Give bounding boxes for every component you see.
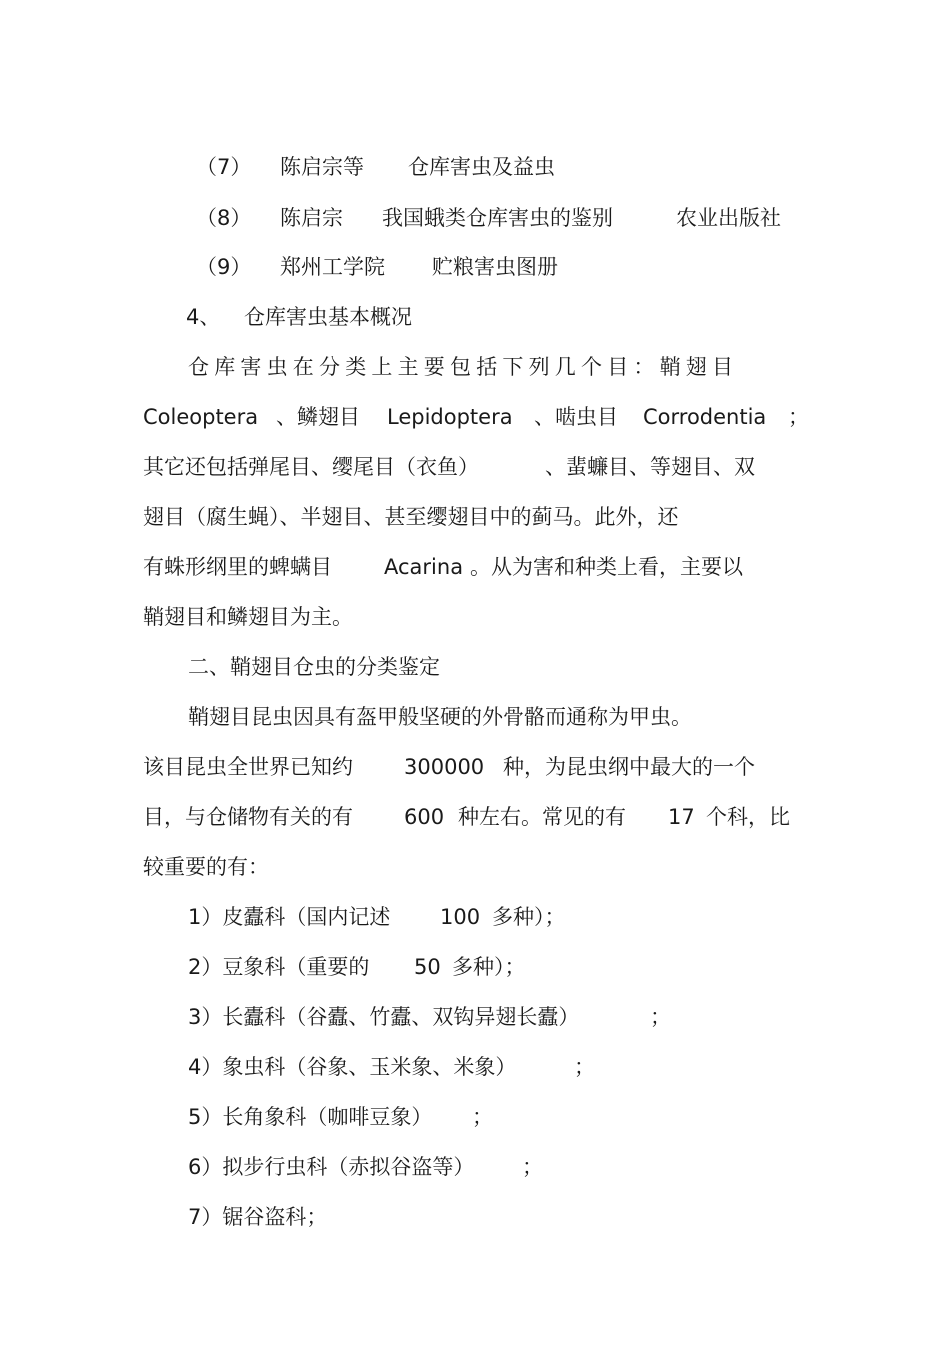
section-title: 二、鞘翅目仓虫的分类鉴定 xyxy=(188,655,440,679)
reference-title: 我国蛾类仓库害虫的鉴别 xyxy=(382,206,613,230)
list-item-text: 2）豆象科（重要的 xyxy=(188,955,370,979)
reference-item xyxy=(0,152,950,182)
reference-author: 陈启宗 xyxy=(280,206,343,230)
list-item xyxy=(0,1152,950,1182)
list-item-text: 6）拟步行虫科（赤拟谷盗等） xyxy=(188,1155,475,1179)
number-value: 50 xyxy=(414,955,441,979)
paragraph-text: 较重要的有： xyxy=(143,855,269,879)
paragraph-text: 种，为昆虫纲中最大的一个 xyxy=(503,755,755,779)
paragraph-line xyxy=(0,852,950,882)
paragraph-line xyxy=(0,402,950,432)
paragraph-text: 该目昆虫全世界已知约 xyxy=(143,755,353,779)
number-value: 100 xyxy=(440,905,481,929)
paragraph-text: 仓库害虫在分类上主要包括下列几个目：鞘翅目 xyxy=(188,355,739,379)
paragraph-text: 。从为害和种类上看，主要以 xyxy=(470,555,743,579)
reference-title: 仓库害虫及益虫 xyxy=(408,155,555,179)
list-item-text: 5）长角象科（咖啡豆象） xyxy=(188,1105,433,1129)
paragraph-text: 有蛛形纲里的蜱螨目 xyxy=(143,555,332,579)
list-item xyxy=(0,902,950,932)
number-value: 300000 xyxy=(404,755,485,779)
reference-item xyxy=(0,203,950,233)
list-item-text: 3）长蠹科（谷蠹、竹蠹、双钩异翅长蠹） xyxy=(188,1005,580,1029)
list-item-text: 7）锯谷盗科； xyxy=(188,1205,328,1229)
paragraph-text: 、鳞翅目 xyxy=(276,405,360,429)
list-item-text: ； xyxy=(522,1155,543,1179)
list-item-text: ； xyxy=(574,1055,595,1079)
reference-item xyxy=(0,252,950,282)
paragraph-text: 目，与仓储物有关的有 xyxy=(143,805,353,829)
list-item-text: ； xyxy=(472,1105,493,1129)
list-item xyxy=(0,1052,950,1082)
paragraph-line xyxy=(0,802,950,832)
paragraph-line xyxy=(0,552,950,582)
reference-number: （9） xyxy=(196,255,252,279)
paragraph-text: 、蜚蠊目、等翅目、双 xyxy=(545,455,755,479)
paragraph-text: 其它还包括弹尾目、缨尾目（衣鱼） xyxy=(143,455,479,479)
paragraph-text: 个科，比 xyxy=(706,805,790,829)
paragraph-text: 种左右。常见的有 xyxy=(458,805,626,829)
number-value: 17 xyxy=(668,805,695,829)
paragraph-text: 鞘翅目和鳞翅目为主。 xyxy=(143,605,353,629)
latin-name: Acarina xyxy=(384,555,464,579)
paragraph-line xyxy=(0,702,950,732)
section-number: 4、 xyxy=(186,305,221,329)
list-item-text: 1）皮蠹科（国内记述 xyxy=(188,905,391,929)
paragraph-text: 鞘翅目昆虫因具有盔甲般坚硬的外骨骼而通称为甲虫。 xyxy=(188,705,692,729)
reference-publisher: 农业出版社 xyxy=(676,206,781,230)
reference-number: （7） xyxy=(196,155,252,179)
reference-author: 郑州工学院 xyxy=(280,255,385,279)
reference-author: 陈启宗等 xyxy=(280,155,364,179)
list-item xyxy=(0,1102,950,1132)
reference-number: （8） xyxy=(196,206,252,230)
latin-name: Corrodentia xyxy=(643,405,767,429)
latin-name: Coleoptera xyxy=(143,405,259,429)
paragraph-text: 、啮虫目 xyxy=(534,405,618,429)
paragraph-line xyxy=(0,452,950,482)
paragraph-text: 翅目（腐生蝇）、半翅目、甚至缨翅目中的蓟马。此外，还 xyxy=(143,505,679,529)
list-item xyxy=(0,952,950,982)
section-heading xyxy=(0,302,950,332)
list-item-text: 多种）； xyxy=(452,955,526,979)
list-item xyxy=(0,1002,950,1032)
list-item-text: 4）象虫科（谷象、玉米象、米象） xyxy=(188,1055,517,1079)
paragraph-line xyxy=(0,502,950,532)
list-item xyxy=(0,1202,950,1232)
paragraph-text: ； xyxy=(788,405,809,429)
paragraph-line xyxy=(0,602,950,632)
number-value: 600 xyxy=(404,805,445,829)
section-heading xyxy=(0,652,950,682)
latin-name: Lepidoptera xyxy=(387,405,513,429)
list-item-text: ； xyxy=(650,1005,671,1029)
paragraph-line xyxy=(0,752,950,782)
list-item-text: 多种）； xyxy=(492,905,566,929)
reference-title: 贮粮害虫图册 xyxy=(432,255,558,279)
paragraph-line xyxy=(188,352,804,382)
section-title: 仓库害虫基本概况 xyxy=(244,305,412,329)
